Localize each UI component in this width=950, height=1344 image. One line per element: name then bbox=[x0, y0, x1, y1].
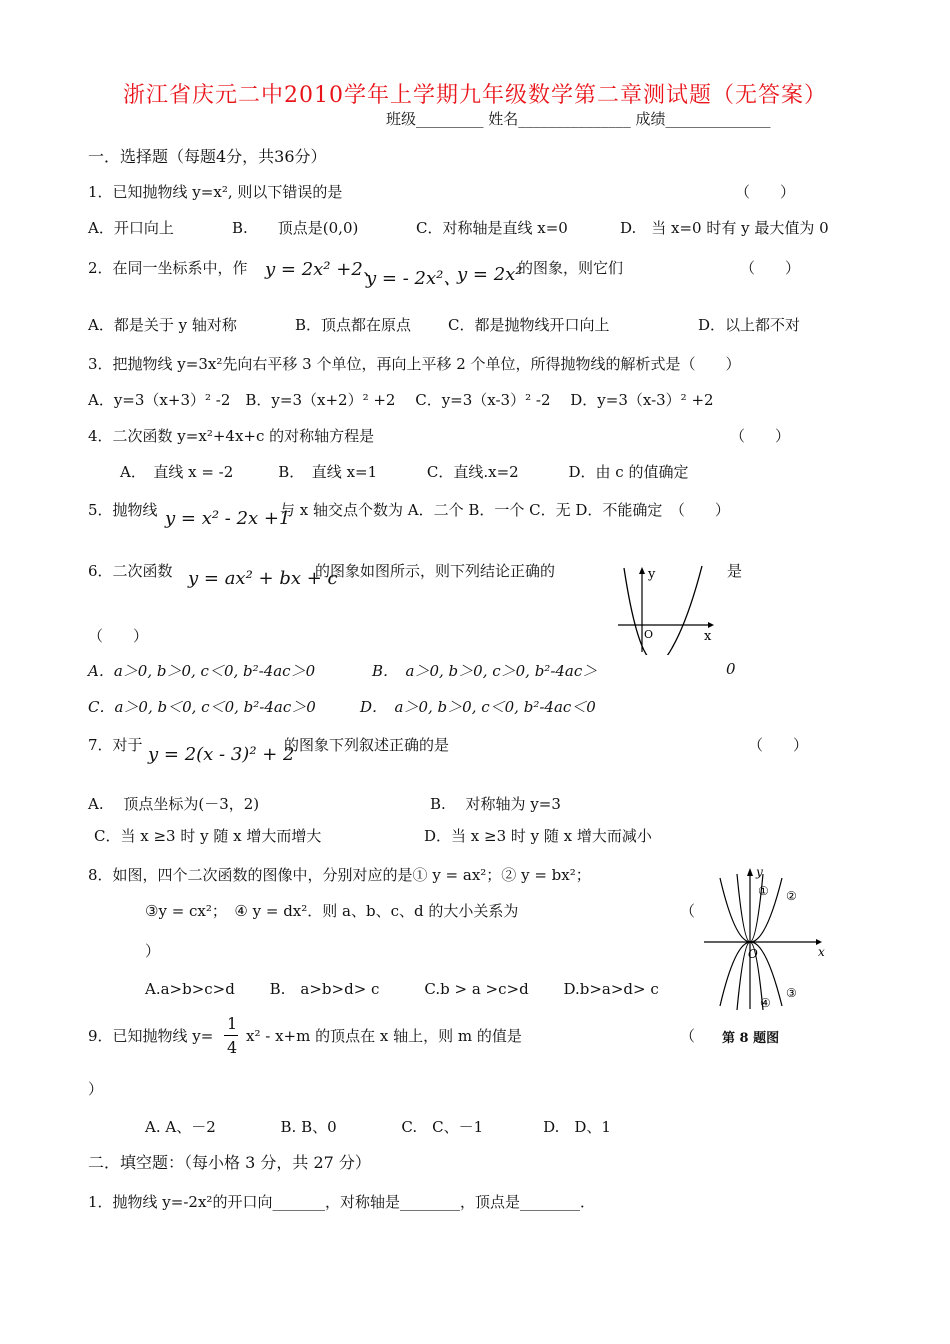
page-title: 浙江省庆元二中2010学年上学期九年级数学第二章测试题（无答案） bbox=[123, 83, 827, 108]
q2-stem-pre: 2．在同一坐标系中，作 bbox=[88, 259, 248, 277]
q1-stem: 1．已知抛物线 y=x², 则以下错误的是 bbox=[88, 183, 343, 201]
q7-option-c: C．当 x ≥3 时 y 随 x 增大而增大 bbox=[94, 827, 322, 845]
q6-stem-post: 的图象如图所示，则下列结论正确的 bbox=[315, 562, 556, 580]
q7-stem-post: 的图象下列叙述正确的是 bbox=[284, 736, 450, 754]
q4-stem: 4．二次函数 y=x²+4x+c 的对称轴方程是 bbox=[88, 427, 375, 445]
q8-y-arrow bbox=[747, 868, 753, 876]
q3-stem: 3．把抛物线 y=3x²先向右平移 3 个单位，再向上平移 2 个单位，所得抛物线的解析式是（ ） bbox=[88, 355, 741, 373]
q8-stem-line1: 8．如图，四个二次函数的图像中，分别对应的是① y = ax²；② y = bx²； bbox=[88, 866, 591, 884]
q2-formula-1: y = 2x² +2、 bbox=[265, 259, 381, 280]
q9-frac-numerator: 1 bbox=[227, 1014, 238, 1033]
q8-paren-close: ） bbox=[145, 942, 161, 960]
q8-stem-line2: ③y = cx²； ④ y = dx²．则 a、b、c、d 的大小关系为 bbox=[145, 902, 519, 920]
q1-option-b: B. 顶点是(0,0) bbox=[232, 219, 359, 237]
q6-answer-paren: （ ） bbox=[88, 627, 149, 645]
q6-y-arrow bbox=[639, 567, 645, 574]
q6-option-d: D． a＞0, b＞0, c＜0, b²-4ac＜0 bbox=[360, 698, 596, 716]
q9-stem-pre: 9．已知抛物线 y= bbox=[88, 1027, 214, 1045]
q8-curve-2 bbox=[720, 878, 782, 942]
q7-option-b: B. 对称轴为 y=3 bbox=[430, 795, 561, 813]
q8-label-3: ③ bbox=[786, 986, 797, 1000]
q8-figure-caption: 第 8 题图 bbox=[722, 1031, 780, 1046]
q2-stem-post: 的图象，则它们 bbox=[518, 259, 624, 277]
q2-formula-3: y = 2x² bbox=[457, 264, 523, 285]
q6-y-label: y bbox=[648, 567, 656, 582]
q9-paren-close: ） bbox=[88, 1080, 104, 1098]
q2-answer-paren: （ ） bbox=[740, 259, 801, 277]
q8-label-4: ④ bbox=[760, 996, 771, 1010]
q7-option-a: A. 顶点坐标为(－3，2) bbox=[88, 795, 260, 813]
q9-options: A. A、－2 B. B、0 C. C、－1 D. D、1 bbox=[145, 1118, 611, 1136]
q6-formula: y = ax² + bx + c bbox=[188, 568, 338, 589]
q1-option-a: A．开口向上 bbox=[88, 219, 174, 237]
q1-option-c: C．对称轴是直线 x=0 bbox=[416, 219, 568, 237]
q9-paren-open: （ bbox=[680, 1027, 696, 1045]
q4-options: A． 直线 x = -2 B． 直线 x=1 C．直线.x=2 D．由 c 的值确定 bbox=[120, 463, 689, 481]
q7-answer-paren: （ ） bbox=[748, 736, 809, 754]
q3-options: A．y=3（x+3）² -2 B．y=3（x+2）² +2 C．y=3（x-3）² -2 D．y=3（x-3）² +2 bbox=[88, 391, 714, 409]
q6-stem-pre: 6．二次函数 bbox=[88, 562, 173, 580]
q6-option-b-end: 0 bbox=[726, 660, 736, 678]
q6-option-c: C．a＞0, b＜0, c＜0, b²-4ac＞0 bbox=[88, 698, 316, 716]
q8-y-label: y bbox=[756, 865, 763, 879]
q5-stem-post: 与 x 轴交点个数为 A．二个 B．一个 C．无 D．不能确定 （ ） bbox=[280, 501, 730, 519]
q4-answer-paren: （ ） bbox=[730, 427, 791, 445]
q9-stem-post: x² - x+m 的顶点在 x 轴上，则 m 的值是 bbox=[246, 1027, 522, 1045]
q2-formula-2: y = - 2x²、 bbox=[366, 268, 462, 289]
q8-label-2: ② bbox=[786, 889, 797, 903]
q6-origin-label: O bbox=[644, 628, 654, 641]
q6-stem-tail: 是 bbox=[727, 562, 743, 580]
q1-answer-paren: （ ） bbox=[735, 183, 796, 201]
q7-formula: y = 2(x - 3)² + 2 bbox=[148, 744, 295, 765]
section-1-heading: 一．选择题（每题4分，共36分） bbox=[88, 147, 327, 166]
q5-formula: y = x² - 2x +1 bbox=[165, 508, 291, 529]
q6-option-a: A．a＞0, b＞0, c＜0, b²-4ac＞0 bbox=[88, 662, 316, 680]
q8-options: A.a>b>c>d B. a>b>d> c C.b > a >c>d D.b>a>d> c bbox=[145, 980, 659, 998]
q8-paren-open: （ bbox=[680, 902, 696, 920]
q6-parabola bbox=[624, 566, 702, 655]
q2-option-d: D．以上都不对 bbox=[698, 316, 801, 334]
q8-x-label: x bbox=[818, 945, 825, 959]
q6-option-b: B． a＞0, b＞0, c＞0, b²-4ac＞ bbox=[372, 662, 598, 680]
q7-stem-pre: 7．对于 bbox=[88, 736, 143, 754]
q8-origin-label: O bbox=[748, 947, 758, 961]
q8-parabolas-graph bbox=[700, 864, 830, 1014]
q8-label-1: ① bbox=[758, 884, 769, 898]
q2-option-a: A．都是关于 y 轴对称 bbox=[88, 316, 237, 334]
q9-frac-bar bbox=[224, 1035, 238, 1036]
q7-option-d: D．当 x ≥3 时 y 随 x 增大而减小 bbox=[424, 827, 652, 845]
section-2-heading: 二．填空题：（每小格 3 分，共 27 分） bbox=[88, 1153, 371, 1172]
student-info-line: 班级_________ 姓名_______________ 成绩______________ bbox=[386, 110, 771, 128]
q6-x-label: x bbox=[704, 629, 712, 644]
q6-parabola-graph bbox=[612, 560, 722, 655]
q9-frac-denominator: 4 bbox=[227, 1038, 238, 1057]
fill-q1: 1．抛物线 y=-2x²的开口向_______，对称轴是________，顶点是________． bbox=[88, 1193, 595, 1211]
q6-x-arrow bbox=[708, 622, 714, 628]
q1-option-d: D. 当 x=0 时有 y 最大值为 0 bbox=[620, 219, 829, 237]
q2-option-c: C．都是抛物线开口向上 bbox=[448, 316, 610, 334]
q5-stem-pre: 5．抛物线 bbox=[88, 501, 158, 519]
q2-option-b: B．顶点都在原点 bbox=[295, 316, 412, 334]
